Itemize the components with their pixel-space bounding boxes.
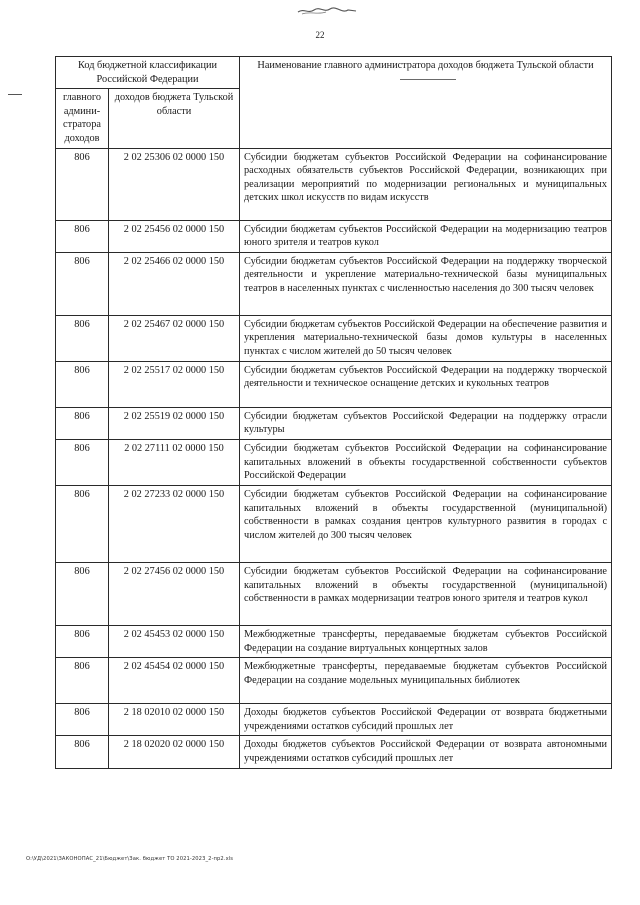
income-name-cell: Субсидии бюджетам субъектов Российской Федерации на обеспечение развития и укрепления материально-технической базы домов культуры в населенных пунктах с числом жителей до 50 тысяч человек: [240, 315, 612, 361]
income-name-cell: Субсидии бюджетам субъектов Российской Федерации на поддержку творческой деятельности и укрепление материально-технической базы муниципальных театров в населенных пунктах с численностью населения до 300 тысяч человек: [240, 252, 612, 315]
admin-code-cell: 806: [56, 252, 109, 315]
admin-code-cell: 806: [56, 625, 109, 657]
table-row: [56, 220, 612, 252]
handwritten-mark: [296, 6, 358, 16]
admin-code-cell: 806: [56, 658, 109, 704]
income-code-cell: 2 02 45453 02 0000 150: [109, 625, 240, 657]
page-number: 22: [315, 30, 325, 40]
admin-code-cell: 806: [56, 704, 109, 736]
income-name-cell: Субсидии бюджетам субъектов Российской Федерации на софинансирование капитальных вложений в объекты государственной собственности субъектов Российской Федерации: [240, 439, 612, 485]
table-row: [56, 736, 612, 768]
table-row: [56, 625, 612, 657]
table-row: [56, 361, 612, 407]
income-name-cell: Межбюджетные трансферты, передаваемые бюджетам субъектов Российской Федерации на создание виртуальных концертных залов: [240, 625, 612, 657]
table-body: [56, 148, 612, 768]
header-admin-column: главного админи-стратора доходов: [56, 89, 109, 148]
admin-code-cell: 806: [56, 439, 109, 485]
table-row: [56, 658, 612, 704]
income-code-cell: 2 02 27456 02 0000 150: [109, 562, 240, 625]
footer-file-path: O:\УД\2021\ЗАКОНОПАС_21\Бюджет\Зак. бюджет ТО 2021-2023_2-пр2.xls: [26, 856, 234, 862]
income-name-cell: Доходы бюджетов субъектов Российской Федерации от возврата бюджетными учреждениями остатков субсидий прошлых лет: [240, 704, 612, 736]
income-code-cell: 2 02 25519 02 0000 150: [109, 407, 240, 439]
income-code-cell: 2 02 45454 02 0000 150: [109, 658, 240, 704]
table-row: [56, 562, 612, 625]
income-name-cell: Субсидии бюджетам субъектов Российской Федерации на софинансирование расходных обязательств субъектов Российской Федерации, возникающих при реализации мероприятий по модернизации региональных и муниципальных детских школ искусств по видам искусств: [240, 148, 612, 220]
income-name-cell: Субсидии бюджетам субъектов Российской Федерации на софинансирование капитальных вложений в объекты государственной (муниципальной) собственности в рамках создания центров культурного развития в городах с числом жителей до 300 тысяч человек: [240, 485, 612, 562]
income-code-cell: 2 18 02010 02 0000 150: [109, 704, 240, 736]
income-code-cell: 2 02 25466 02 0000 150: [109, 252, 240, 315]
table-row: [56, 485, 612, 562]
admin-code-cell: 806: [56, 361, 109, 407]
header-income-column: доходов бюджета Тульской области: [109, 89, 240, 148]
income-name-cell: Субсидии бюджетам субъектов Российской Федерации на поддержку отрасли культуры: [240, 407, 612, 439]
table-row: [56, 704, 612, 736]
income-code-cell: 2 02 25456 02 0000 150: [109, 220, 240, 252]
header-code-group: Код бюджетной классификации Российской Федерации: [56, 57, 240, 89]
income-code-cell: 2 02 27111 02 0000 150: [109, 439, 240, 485]
admin-code-cell: 806: [56, 562, 109, 625]
admin-code-cell: 806: [56, 485, 109, 562]
income-name-cell: Субсидии бюджетам субъектов Российской Федерации на модернизацию театров юного зрителя и театров кукол: [240, 220, 612, 252]
income-name-cell: Субсидии бюджетам субъектов Российской Федерации на софинансирование капитальных вложений в объекты государственной (муниципальной) собственности в рамках модернизации театров юного зрителя и театров кукол: [240, 562, 612, 625]
header-name-group: [240, 57, 612, 149]
income-name-cell: Межбюджетные трансферты, передаваемые бюджетам субъектов Российской Федерации на создание модельных муниципальных библиотек: [240, 658, 612, 704]
table-row: [56, 407, 612, 439]
admin-code-cell: 806: [56, 220, 109, 252]
admin-code-cell: 806: [56, 736, 109, 768]
income-code-cell: 2 02 27233 02 0000 150: [109, 485, 240, 562]
table-row: [56, 315, 612, 361]
admin-code-cell: 806: [56, 315, 109, 361]
income-name-cell: Субсидии бюджетам субъектов Российской Федерации на поддержку творческой деятельности и техническое оснащение детских и кукольных театров: [240, 361, 612, 407]
income-code-cell: 2 02 25467 02 0000 150: [109, 315, 240, 361]
income-name-cell: Доходы бюджетов субъектов Российской Федерации от возврата автономными учреждениями остатков субсидий прошлых лет: [240, 736, 612, 768]
table-row: [56, 252, 612, 315]
header-underline: [400, 79, 456, 80]
income-code-cell: 2 02 25306 02 0000 150: [109, 148, 240, 220]
header-name-text: Наименование главного администратора доходов бюджета Тульской области: [257, 60, 594, 71]
income-code-cell: 2 18 02020 02 0000 150: [109, 736, 240, 768]
admin-code-cell: 806: [56, 407, 109, 439]
budget-classification-table: [55, 56, 612, 769]
admin-code-cell: 806: [56, 148, 109, 220]
table-row: [56, 439, 612, 485]
margin-mark: [8, 94, 22, 95]
table-header-row: [56, 57, 612, 89]
income-code-cell: 2 02 25517 02 0000 150: [109, 361, 240, 407]
table-row: [56, 148, 612, 220]
